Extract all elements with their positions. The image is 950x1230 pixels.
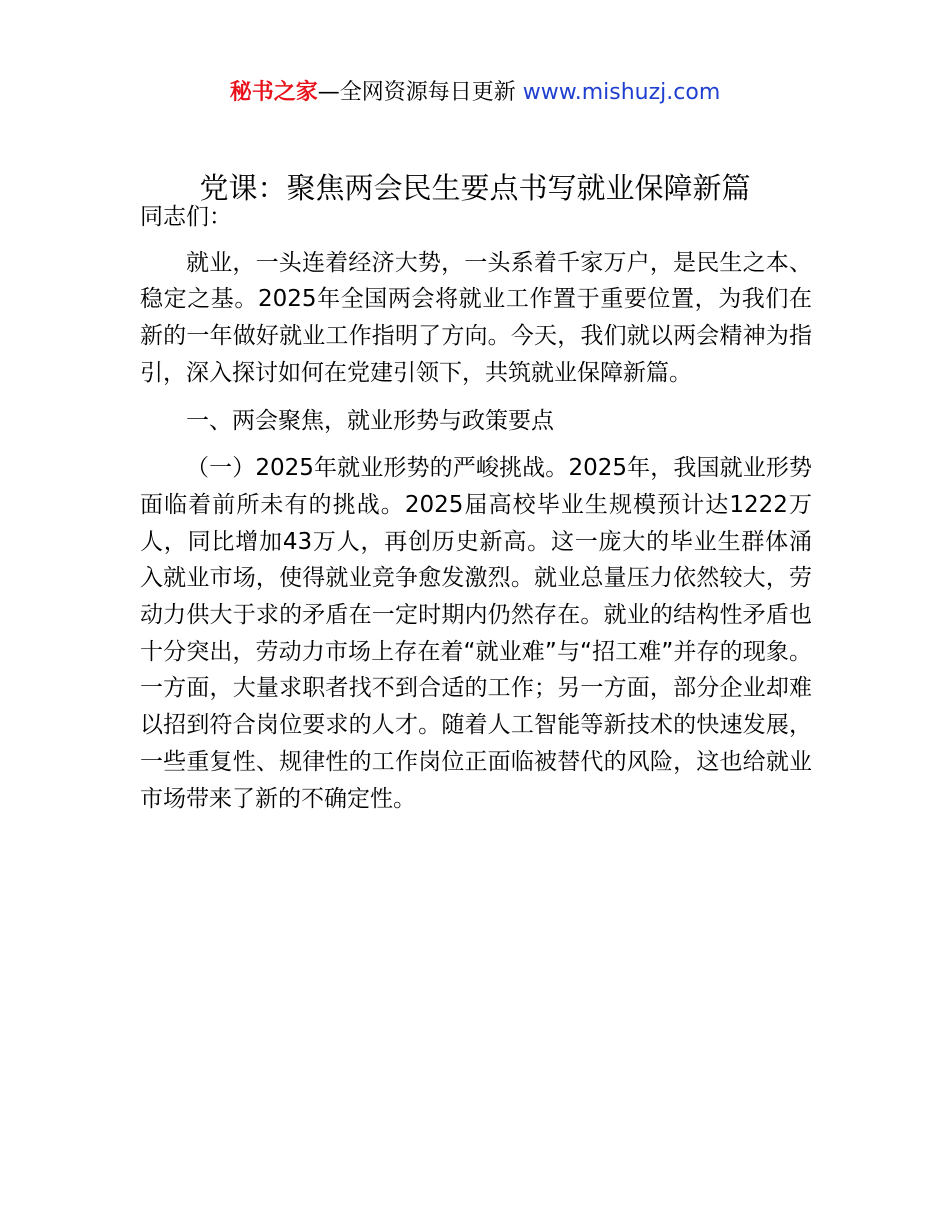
document-body	[140, 199, 812, 828]
paragraph-employment-situation: （一）2025年就业形势的严峻挑战。2025年，我国就业形势面临着前所未有的挑战。2025届高校毕业生规模预计达1222万人，同比增加43万人，再创历史新高。这一庞大的毕业生群体涌入就业市场，使得就业竞争愈发激烈。就业总量压力依然较大，劳动力供大于求的矛盾在一定时期内仍然存在。就业的结构性矛盾也十分突出，劳动力市场上存在着“就业难”与“招工难”并存的现象。一方面，大量求职者找不到合适的工作；另一方面，部分企业却难以招到符合岗位要求的人才。随着人工智能等新技术的快速发展，一些重复性、规律性的工作岗位正面临被替代的风险，这也给就业市场带来了新的不确定性。	[140, 455, 812, 812]
salutation: 同志们：	[140, 204, 232, 230]
site-header	[0, 78, 950, 108]
site-url-link[interactable]: www.mishuzj.com	[522, 80, 721, 105]
site-brand: 秘书之家	[229, 80, 318, 105]
paragraph-intro: 就业，一头连着经济大势，一头系着千家万户，是民生之本、稳定之基。2025年全国两会将就业工作置于重要位置，为我们在新的一年做好就业工作指明了方向。今天，我们就以两会精神为指引，深入探讨如何在党建引领下，共筑就业保障新篇。	[140, 249, 812, 386]
section-heading-1: 一、两会聚焦，就业形势与政策要点	[186, 407, 554, 434]
document-title: 党课：聚焦两会民生要点书写就业保障新篇	[199, 171, 751, 205]
site-tagline: —全网资源每日更新	[317, 80, 516, 105]
